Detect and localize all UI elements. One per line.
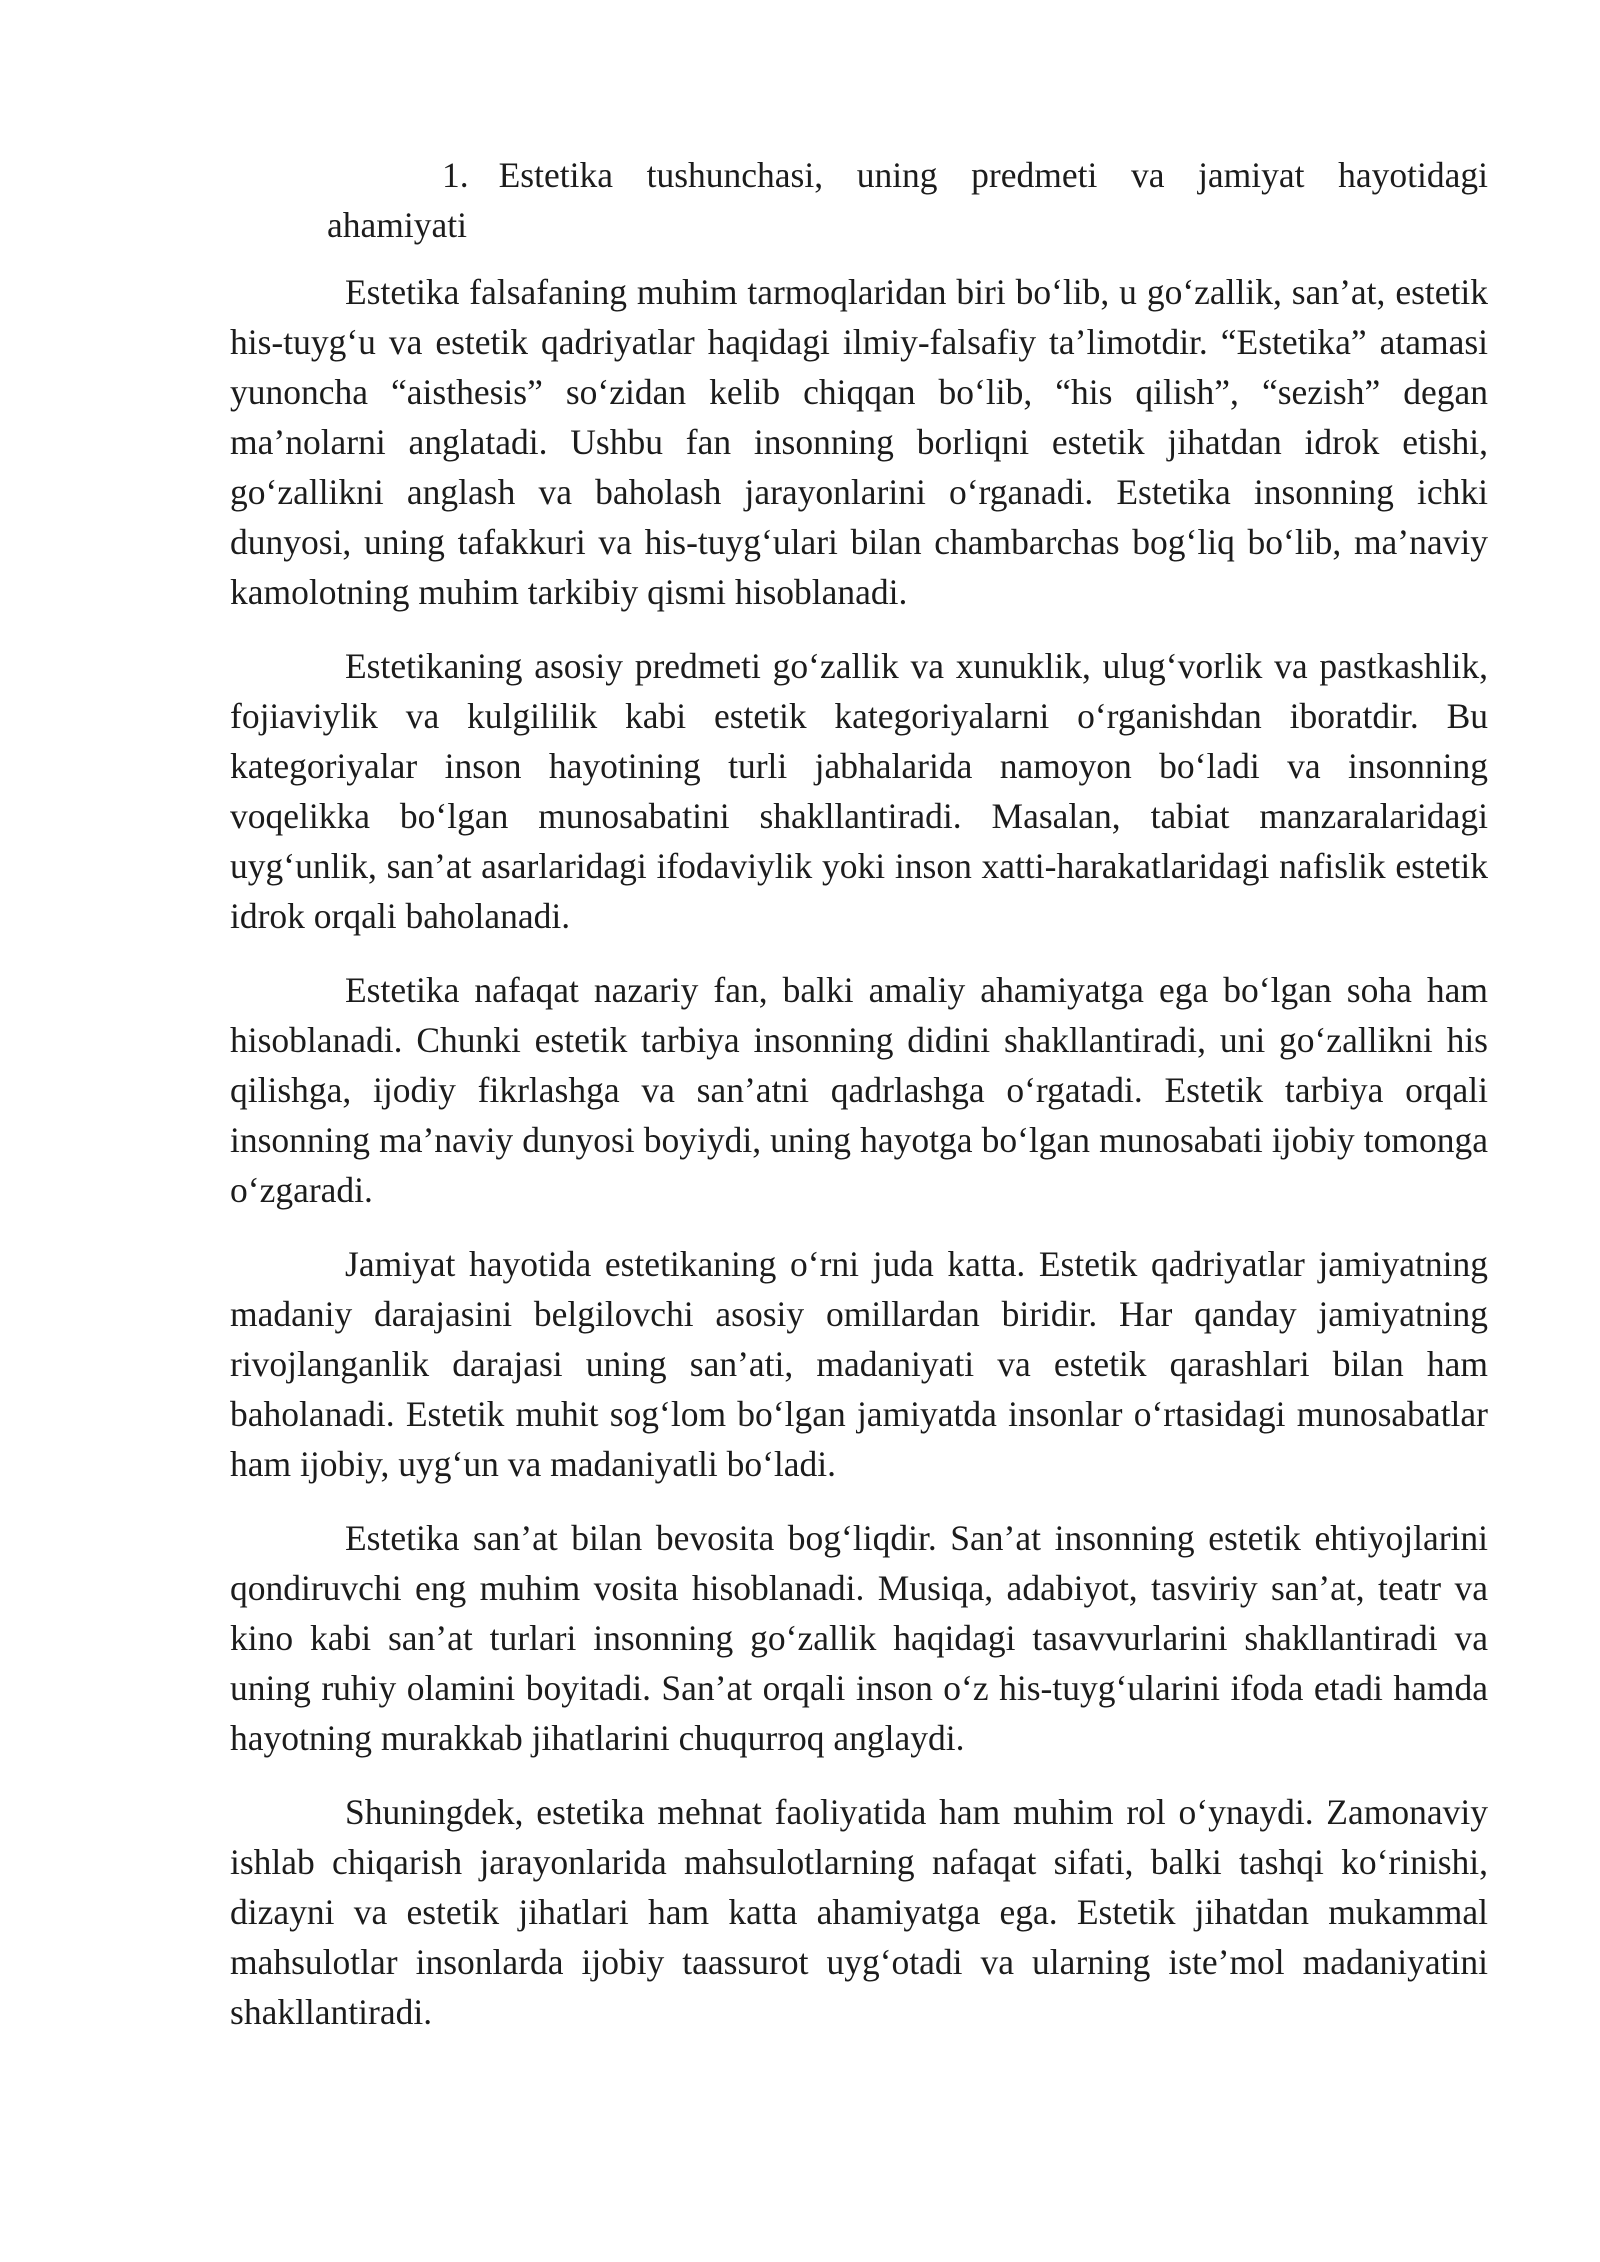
document-body <box>230 150 1488 2061</box>
paragraph: Estetikaning asosiy predmeti go‘zallik va xunuklik, ulug‘vorlik va pastkashlik, fojiaviylik va kulgililik kabi estetik kategoriyalarni o‘rganishdan iboratdir. Bu kategoriyalar inson hayotining turli jabhalarida namoyon bo‘ladi va insonning voqelikka bo‘lgan munosabatini shakllantiradi. Masalan, tabiat manzaralaridagi uyg‘unlik, san’at asarlaridagi ifodaviylik yoki inson xatti-harakatlaridagi nafislik estetik idrok orqali baholanadi. <box>230 646 1488 936</box>
paragraph: Shuningdek, estetika mehnat faoliyatida ham muhim rol o‘ynaydi. Zamonaviy ishlab chiqarish jarayonlarida mahsulotlarning nafaqat sifati, balki tashqi ko‘rinishi, dizayni va estetik jihatlari ham katta ahamiyatga ega. Estetik jihatdan mukammal mahsulotlar insonlarda ijobiy taassurot uyg‘otadi va ularning iste’mol madaniyatini shakllantiradi. <box>230 1792 1488 2032</box>
heading-title-continuation: ahamiyati <box>327 205 467 245</box>
paragraph: Estetika nafaqat nazariy fan, balki amaliy ahamiyatga ega bo‘lgan soha ham hisoblanadi. Chunki estetik tarbiya insonning didini shakllantiradi, uni go‘zallikni his qilishga, ijodiy fikrlashga va san’atni qadrlashga o‘rgatadi. Estetik tarbiya orqali insonning ma’naviy dunyosi boyiydi, uning hayotga bo‘lgan munosabati ijobiy tomonga o‘zgaradi. <box>230 970 1488 1210</box>
heading-title: Estetika tushunchasi, uning predmeti va jamiyat hayotidagi <box>498 155 1488 195</box>
heading-number: 1. <box>442 155 469 195</box>
paragraph: Jamiyat hayotida estetikaning o‘rni juda katta. Estetik qadriyatlar jamiyatning madaniy darajasini belgilovchi asosiy omillardan biridir. Har qanday jamiyatning rivojlanganlik darajasi uning san’ati, madaniyati va estetik qarashlari bilan ham baholanadi. Estetik muhit sog‘lom bo‘lgan jamiyatda insonlar o‘rtasidagi munosabatlar ham ijobiy, uyg‘un va madaniyatli bo‘ladi. <box>230 1244 1488 1484</box>
heading-line-1 <box>230 150 1488 200</box>
paragraph: Estetika san’at bilan bevosita bog‘liqdir. San’at insonning estetik ehtiyojlarini qondiruvchi eng muhim vosita hisoblanadi. Musiqa, adabiyot, tasviriy san’at, teatr va kino kabi san’at turlari insonning go‘zallik haqidagi tasavvurlarini shakllantiradi va uning ruhiy olamini boyitadi. San’at orqali inson o‘z his-tuyg‘ularini ifoda etadi hamda hayotning murakkab jihatlarini chuqurroq anglaydi. <box>230 1518 1488 1758</box>
section-heading <box>230 150 1488 250</box>
paragraph: Estetika falsafaning muhim tarmoqlaridan biri bo‘lib, u go‘zallik, san’at, estetik his-tuyg‘u va estetik qadriyatlar haqidagi ilmiy-falsafiy ta’limotdir. “Estetika” atamasi yunoncha “aisthesis” so‘zidan kelib chiqqan bo‘lib, “his qilish”, “sezish” degan ma’nolarni anglatadi. Ushbu fan insonning borliqni estetik jihatdan idrok etishi, go‘zallikni anglash va baholash jarayonlarini o‘rganadi. Estetika insonning ichki dunyosi, uning tafakkuri va his-tuyg‘ulari bilan chambarchas bog‘liq bo‘lib, ma’naviy kamolotning muhim tarkibiy qismi hisoblanadi. <box>230 272 1488 612</box>
